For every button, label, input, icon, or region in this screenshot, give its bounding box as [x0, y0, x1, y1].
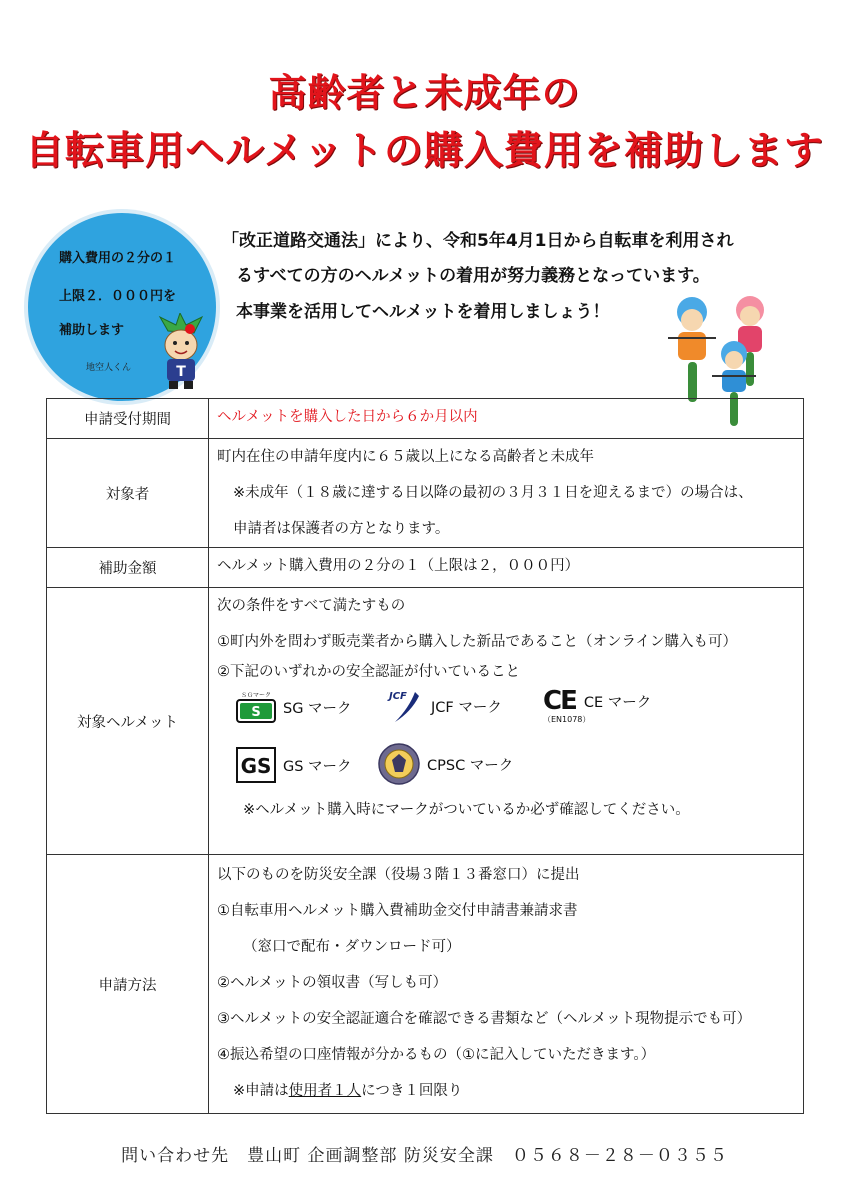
- period-value: ヘルメットを購入した日から６か月以内: [217, 409, 478, 425]
- title-line-1: 高齢者と未成年の: [268, 71, 581, 115]
- sg-mark: [235, 690, 352, 724]
- method-line-7-underline: 使用者１人: [288, 1083, 362, 1099]
- title-line-2: 自転車用ヘルメットの購入費用を補助します: [25, 129, 824, 174]
- method-line-7: [217, 1073, 795, 1109]
- row-method: [47, 855, 804, 1114]
- sg-logo-caption: ＳＧマーク: [240, 692, 272, 699]
- intro-line-1: 「改正道路交通法」により、令和5年4月1日から自転車を利用され: [222, 231, 734, 251]
- badge-line-2: 上限２．０００円を: [59, 289, 177, 304]
- method-line-6: ④振込希望の口座情報が分かるもの（①に記入していただきます。）: [217, 1047, 656, 1063]
- jcf-mark-label: JCF マーク: [431, 699, 502, 716]
- cpsc-mark: [377, 742, 513, 786]
- gs-logo-text: GS: [240, 754, 272, 778]
- method-line-5: ③ヘルメットの安全認証適合を確認できる書類など（ヘルメット現物提示でも可）: [217, 1011, 752, 1027]
- helmet-line-2: ①町内外を問わず販売業者から購入した新品であること（オンライン購入も可）: [217, 634, 738, 650]
- intro-line-3: 本事業を活用してヘルメットを着用しましょう！: [236, 302, 610, 322]
- ce-mark: [543, 686, 651, 725]
- jcf-mark: [385, 688, 502, 724]
- helmet-label: 対象ヘルメット: [47, 588, 209, 855]
- method-line-7-post: につき１回限り: [361, 1083, 463, 1099]
- subsidy-badge: [28, 213, 216, 401]
- method-label: 申請方法: [47, 855, 209, 1114]
- ce-logo-icon: CE: [543, 686, 576, 716]
- method-line-1: 以下のものを防災安全課（役場３階１３番窓口）に提出: [217, 867, 580, 883]
- cert-marks: [217, 684, 795, 796]
- gs-mark-label: GS マーク: [283, 758, 352, 775]
- row-amount: [47, 548, 804, 588]
- gs-logo-icon: [235, 746, 277, 784]
- cpsc-logo-icon: [377, 742, 421, 786]
- badge-line-1: 購入費用の２分の１: [59, 251, 177, 266]
- jcf-logo-icon: [385, 688, 425, 724]
- method-line-2: ①自転車用ヘルメット購入費補助金交付申請書兼請求書: [217, 903, 578, 919]
- amount-value: ヘルメット購入費用の２分の１（上限は２，０００円）: [217, 558, 580, 574]
- ce-sub-label: （EN1078）: [543, 715, 591, 724]
- target-line-1: 町内在住の申請年度内に６５歳以上になる高齢者と未成年: [217, 449, 594, 465]
- row-target: [47, 439, 804, 548]
- helmet-note: ※ヘルメット購入時にマークがついているか必ず確認してください。: [243, 802, 690, 818]
- badge-line-3: 補助します: [59, 323, 125, 338]
- jcf-logo-text: JCF: [389, 691, 407, 702]
- target-line-3: 申請者は保護者の方となります。: [233, 521, 450, 537]
- method-line-4: ②ヘルメットの領収書（写しも可）: [217, 975, 448, 991]
- gs-mark: [235, 746, 352, 784]
- mascot-icon: [150, 313, 212, 391]
- period-label: 申請受付期間: [47, 399, 209, 439]
- ce-mark-label: CE マーク: [583, 694, 652, 711]
- contact-footer: 問い合わせ先 豊山町 企画調整部 防災安全課 ０５６８－２８－０３５５: [121, 1146, 728, 1166]
- svg-text:T: T: [176, 364, 186, 380]
- svg-text:S: S: [251, 705, 261, 720]
- row-helmet: [47, 588, 804, 855]
- helmet-line-1: 次の条件をすべて満たすもの: [217, 598, 406, 614]
- method-line-3: （窓口で配布・ダウンロード可）: [243, 939, 461, 955]
- amount-label: 補助金額: [47, 548, 209, 588]
- helmet-line-3: ②下記のいずれかの安全認証が付いていること: [217, 664, 520, 680]
- sg-logo-icon: [235, 690, 277, 724]
- info-table: [46, 398, 804, 1114]
- row-period: [47, 399, 804, 439]
- target-line-2: ※未成年（１８歳に達する日以降の最初の３月３１日を迎えるまで）の場合は、: [233, 485, 753, 501]
- sg-mark-label: SG マーク: [283, 700, 352, 717]
- intro-line-2: るすべての方のヘルメットの着用が努力義務となっています。: [236, 266, 710, 286]
- cpsc-mark-label: CPSC マーク: [427, 757, 514, 774]
- target-label: 対象者: [47, 439, 209, 548]
- method-line-7-pre: ※申請は: [233, 1083, 289, 1099]
- mascot-name: 地空人くん: [86, 363, 132, 373]
